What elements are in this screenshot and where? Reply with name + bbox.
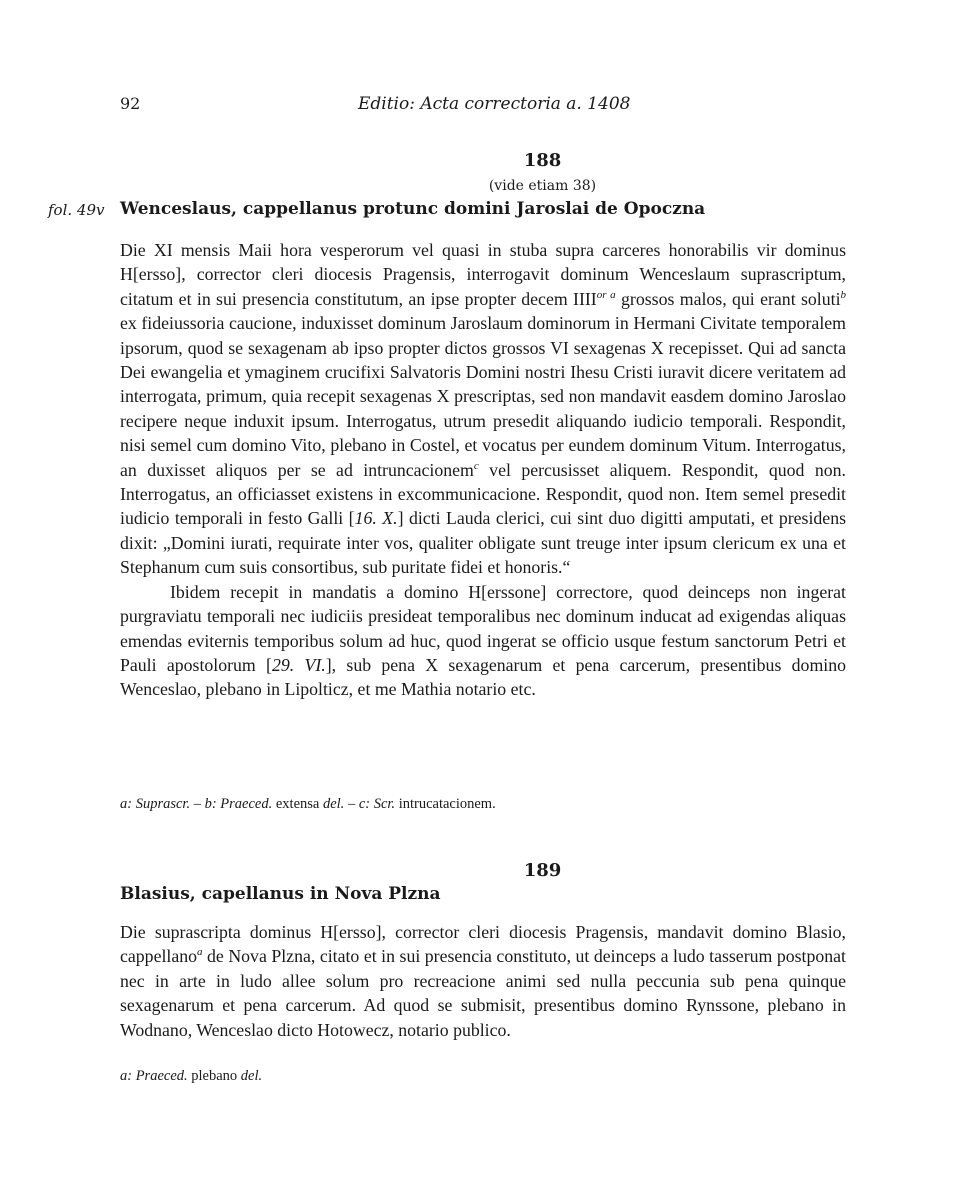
footnote-marker: a [197,946,203,959]
footnote-text: plebano [187,1068,241,1084]
text-run: ] dicti Lauda clerici, cui sint duo digitti amputati, et presidens dixit: „Domini iurati, requirate inter vos, qualiter obligate sunt treuge inter ipsum clericum ex una et Stephanum cum suis consortibus, sub puritate fidei et honoris.“ [120,508,846,578]
footnotes-188 [120,796,846,813]
text-run: grossos malos, qui erant soluti [615,288,841,309]
footnote-label: c: Scr. [358,796,396,812]
separator: – [190,796,205,812]
footnote-label: a: Praeced. [120,1068,188,1084]
entry-body-189 [120,920,846,1042]
entry-cross-reference: (vide etiam 38) [488,178,597,194]
footnote-label: a: Suprascr. [120,796,191,812]
footnote-text: del. [240,1068,263,1084]
paragraph [120,920,846,1042]
entry-number-189: 189 [523,860,562,881]
footnote-marker: c [473,459,479,472]
text-run: ex fideiussoria caucione, induxisset dominum Jaroslaum dominorum in Hermani Civitate temporalem ipsorum, quod se sexagenam ab ipso propter dictos grossos VI sexagenas X recepisset. Qui ad sancta Dei ewangelia et ymaginem crucifixi Salvatoris Domini nostri Ihesu Cristi iuravit dicere veritatem ad interrogata, primum, quia recepit sexagenas X prescriptas, sed non mandavit easdem domino Jaroslao recipere neque induxit ipsum. Interrogatus, utrum presedit aliquando iudicio temporali. Respondit, nisi semel cum domino Vito, plebano in Costel, et vocatus per eundem dominum Vitum. Interrogatus, an duxisset aliquos per se ad intruncacionem [120,313,846,480]
entry-title-189: Blasius, capellanus in Nova Plzna [120,884,441,904]
entry-number-188: 188 [523,150,562,171]
footnote-text: del. [322,796,345,812]
entry-body-188 [120,238,846,702]
footnote-text: intrucatacionem. [395,796,496,812]
page-header [0,94,960,118]
paragraph [120,580,846,702]
text-run: Die suprascripta dominus H[ersso], corrector cleri diocesis Pragensis, mandavit domino Blasio, cappellano [120,922,846,967]
text-run: Ibidem recepit in mandatis a domino H[erssone] correctore, quod deinceps non ingerat purgraviatu temporali nec iudiciis presideat temporalibus nec dominum inducat ad exigendas aliquas emendas eviternis temporibus solum ad huc, quod ingerat se officio usque festum sanctorum Petri et Pauli apostolorum [ [120,581,846,675]
entry-title-188: Wenceslaus, cappellanus protunc domini Jaroslai de Opoczna [120,199,706,219]
separator: – [344,796,359,812]
folio-reference: fol. 49v [48,201,105,219]
footnotes-189 [120,1068,846,1085]
footnote-text: extensa [272,796,323,812]
text-run: de Nova Plzna, citato et in sui presencia constituto, ut deinceps a ludo tasserum postponat nec in arte in ludo allee solum pro recreacione animi sed nulla peccunia sub pena quinque sexagenarum et pena carcerum. Ad quod se submisit, presentibus domino Rynssone, plebano in Wodnano, Wenceslao dicto Hotowecz, notario publico. [120,946,846,1040]
text-run: ], sub pena X sexagenarum et pena carcerum, presentibus domino Wenceslao, plebano in Lipolticz, et me Mathia notario etc. [120,654,846,700]
footnote-marker: b [840,288,847,301]
date-reference: 29. VI. [271,654,326,675]
footnote-marker: or a [596,288,616,301]
date-reference: 16. X. [354,508,398,529]
running-head: Editio: Acta correctoria a. 1408 [358,94,631,114]
paragraph [120,238,846,580]
text-run: Die XI mensis Maii hora vesperorum vel quasi in stuba supra carceres honorabilis vir dominus H[ersso], corrector cleri diocesis Pragensis, interrogavit dominum Wenceslaum suprascriptum, citatum et in sui presencia constitutum, an ipse propter decem IIII [120,240,846,309]
footnote-label: b: Praeced. [204,796,273,812]
text-run: vel percusisset aliquem. Respondit, quod non. Interrogatus, an officiasset existens in excommunicacione. Respondit, quod non. Item semel presedit iudicio temporali in festo Galli [ [120,459,846,529]
page-number: 92 [120,94,141,113]
